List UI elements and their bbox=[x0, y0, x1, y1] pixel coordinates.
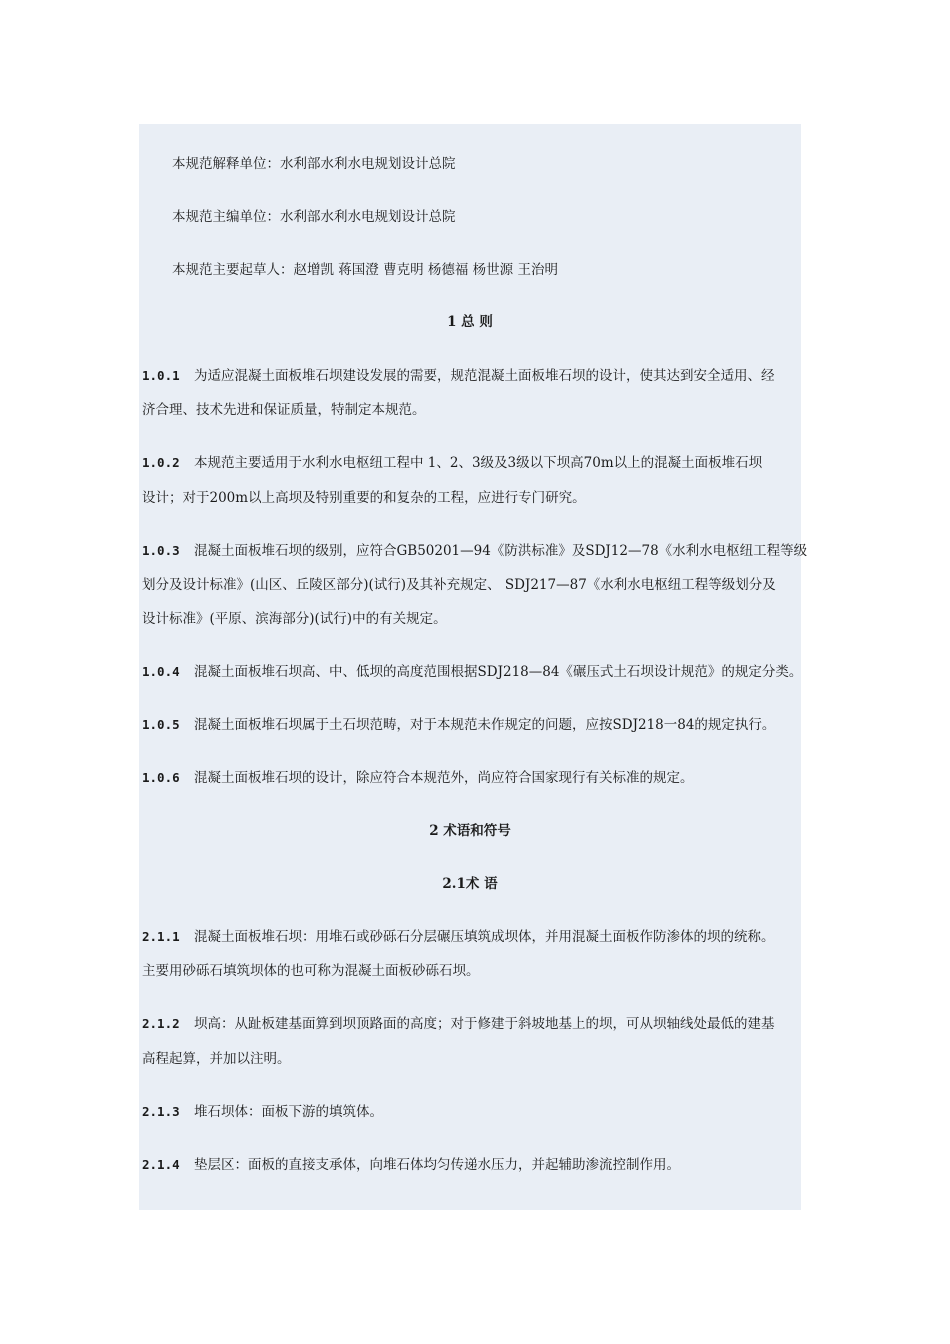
chapter-2-heading: 2 术语和符号 bbox=[429, 823, 511, 839]
clause-1-0-2-cont: 设计；对于200m以上高坝及特别重要的和复杂的工程，应进行专门研究。 bbox=[142, 490, 586, 506]
term-2-1-1 bbox=[139, 927, 801, 947]
clause-number: 1.0.6 bbox=[142, 770, 180, 785]
clause-number: 1.0.4 bbox=[142, 664, 180, 679]
clause-text: 堆石坝体：面板下游的填筑体。 bbox=[194, 1104, 383, 1120]
drafters: 本规范主要起草人：赵增凯 蒋国澄 曹克明 杨德福 杨世源 王治明 bbox=[172, 262, 558, 278]
clause-text: 垫层区：面板的直接支承体，向堆石体均匀传递水压力，并起辅助渗流控制作用。 bbox=[194, 1157, 680, 1173]
section-2-1-heading: 2.1术 语 bbox=[442, 876, 498, 892]
clause-1-0-2 bbox=[139, 453, 801, 473]
clause-text: 混凝土面板堆石坝的级别，应符合GB50201—94《防洪标准》及SDJ12—78《水利水电枢纽工程等级 bbox=[194, 543, 808, 559]
clause-text: 混凝土面板堆石坝属于土石坝范畴，对于本规范未作规定的问题，应按SDJ218一84的规定执行。 bbox=[194, 717, 776, 733]
clause-number: 2.1.1 bbox=[142, 929, 180, 944]
clause-1-0-3 bbox=[139, 541, 808, 561]
clause-1-0-5 bbox=[139, 715, 801, 735]
term-2-1-2-cont: 高程起算，并加以注明。 bbox=[142, 1051, 291, 1067]
clause-1-0-3-cont2: 设计标准》(平原、滨海部分)(试行)中的有关规定。 bbox=[142, 611, 447, 627]
clause-text: 混凝土面板堆石坝的设计，除应符合本规范外，尚应符合国家现行有关标准的规定。 bbox=[194, 770, 694, 786]
clause-text: 为适应混凝土面板堆石坝建设发展的需要，规范混凝土面板堆石坝的设计，使其达到安全适用、经 bbox=[194, 368, 775, 384]
clause-number: 1.0.2 bbox=[142, 455, 180, 470]
clause-text: 混凝土面板堆石坝：用堆石或砂砾石分层碾压填筑成坝体，并用混凝土面板作防渗体的坝的统称。 bbox=[194, 929, 775, 945]
clause-number: 1.0.5 bbox=[142, 717, 180, 732]
editor-unit: 本规范主编单位：水利部水利水电规划设计总院 bbox=[172, 209, 456, 225]
clause-1-0-4 bbox=[139, 662, 801, 682]
clause-text: 坝高：从趾板建基面算到坝顶路面的高度；对于修建于斜坡地基上的坝，可从坝轴线处最低的建基 bbox=[194, 1016, 775, 1032]
clause-number: 2.1.4 bbox=[142, 1157, 180, 1172]
interpretation-unit: 本规范解释单位：水利部水利水电规划设计总院 bbox=[172, 156, 456, 172]
clause-number: 1.0.1 bbox=[142, 368, 180, 383]
clause-number: 1.0.3 bbox=[142, 543, 180, 558]
clause-1-0-6 bbox=[139, 768, 801, 788]
clause-text: 混凝土面板堆石坝高、中、低坝的高度范围根据SDJ218—84《碾压式土石坝设计规范》的规定分类。 bbox=[194, 664, 803, 680]
term-2-1-3 bbox=[139, 1102, 801, 1122]
term-2-1-4 bbox=[139, 1155, 801, 1175]
clause-number: 2.1.2 bbox=[142, 1016, 180, 1031]
clause-text: 本规范主要适用于水利水电枢纽工程中 1、2、3级及3级以下坝高70m以上的混凝土面板堆石坝 bbox=[194, 455, 763, 471]
term-2-1-1-cont: 主要用砂砾石填筑坝体的也可称为混凝土面板砂砾石坝。 bbox=[142, 963, 480, 979]
clause-1-0-1 bbox=[139, 366, 801, 386]
clause-1-0-3-cont1: 划分及设计标准》(山区、丘陵区部分)(试行)及其补充规定、 SDJ217—87《水利水电枢纽工程等级划分及 bbox=[142, 577, 776, 593]
term-2-1-2 bbox=[139, 1014, 801, 1034]
clause-number: 2.1.3 bbox=[142, 1104, 180, 1119]
clause-1-0-1-cont: 济合理、技术先进和保证质量，特制定本规范。 bbox=[142, 402, 426, 418]
document-panel bbox=[139, 124, 808, 1210]
chapter-1-heading: 1 总 则 bbox=[447, 314, 493, 330]
